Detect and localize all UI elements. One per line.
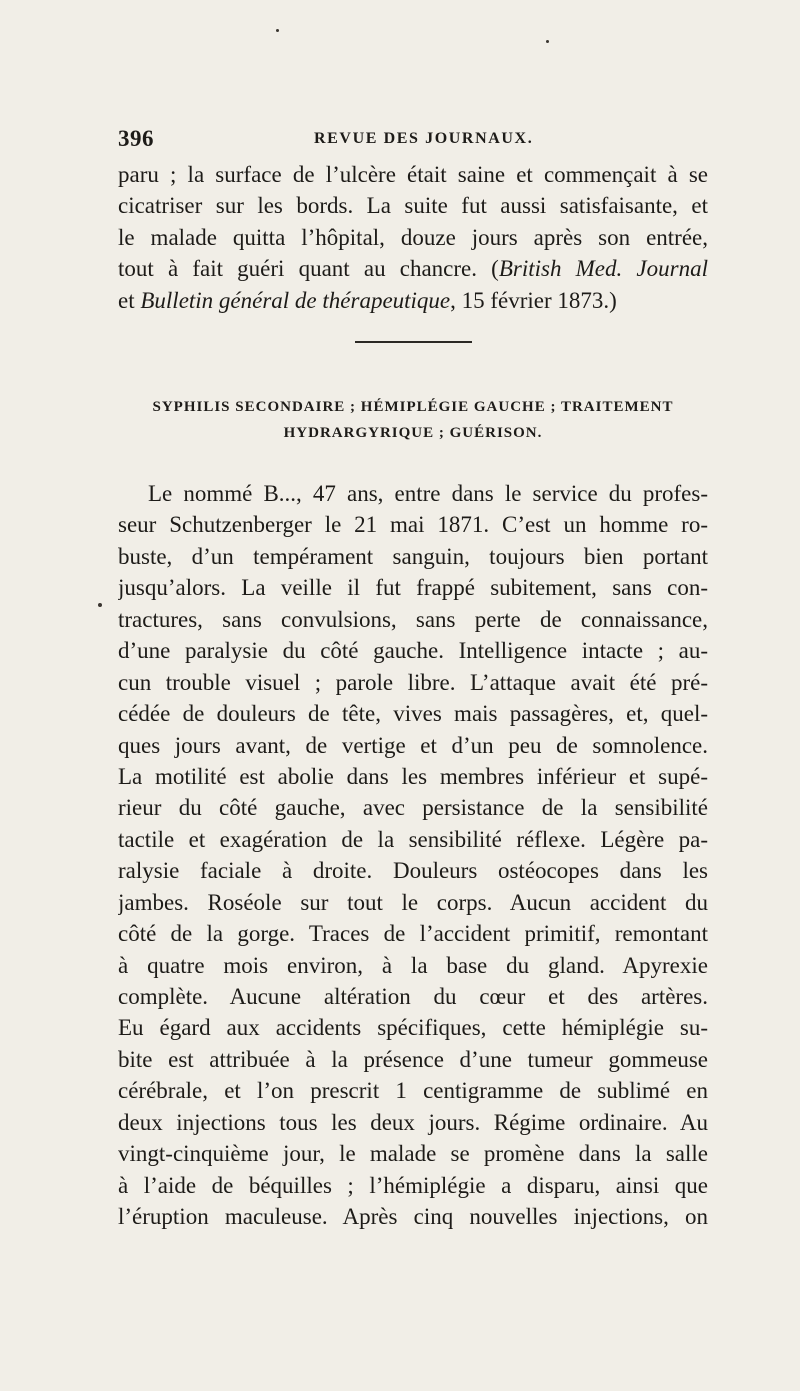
text-line: l’éruption maculeuse. Après cinq nouvelles injections, on xyxy=(118,1204,708,1230)
text-line: cicatriser sur les bords. La suite fut aussi satisfaisante, et xyxy=(118,193,708,219)
text-line xyxy=(118,253,708,284)
text-line: le malade quitta l’hôpital, douze jours après son entrée, xyxy=(118,224,708,250)
page-number: 396 xyxy=(118,126,154,151)
ink-speck xyxy=(276,29,279,32)
text-line: complète. Aucune altération du cœur et des artères. xyxy=(118,984,708,1009)
text-line: tactile et exagération de la sensibilité réflexe. Légère pa- xyxy=(118,826,708,852)
text-line: paru ; la surface de l’ulcère était saine et commençait à se xyxy=(118,162,708,187)
text-line: seur Schutzenberger le 21 mai 1871. C’est un homme ro- xyxy=(118,512,708,538)
text-line: à quatre mois environ, à la base du gland. Apyrexie xyxy=(118,952,708,978)
text-line: rieur du côté gauche, avec persistance de la sensibilité xyxy=(118,795,708,821)
article-title-line: SYPHILIS SECONDAIRE ; HÉMIPLÉGIE GAUCHE ; TRAITEMENT xyxy=(152,399,674,415)
source-citation: British Med. Journal xyxy=(498,256,708,282)
text-line: cédée de douleurs de tête, vives mais passagères, et, quel- xyxy=(118,701,708,727)
text-line: cérébrale, et l’on prescrit 1 centigramme de sublimé en xyxy=(118,1078,708,1104)
text-fragment: , 15 février 1873.) xyxy=(450,287,617,313)
article-title xyxy=(118,394,708,446)
running-head xyxy=(118,126,708,156)
text-line: La motilité est abolie dans les membres inférieur et supé- xyxy=(118,763,708,789)
text-fragment: et xyxy=(118,287,141,313)
text-fragment: tout à fait guéri quant au chancre. ( xyxy=(118,256,499,282)
text-line: Le nommé B..., 47 ans, entre dans le service du profes- xyxy=(148,481,708,506)
section-divider xyxy=(355,341,472,343)
previous-article-ending xyxy=(118,159,708,316)
text-line: ralysie faciale à droite. Douleurs ostéocopes dans les xyxy=(118,858,708,884)
text-line xyxy=(118,285,708,316)
text-line: bite est attribuée à la présence d’une tumeur gommeuse xyxy=(118,1046,708,1072)
text-line: côté de la gorge. Traces de l’accident primitif, remontant xyxy=(118,921,708,947)
text-line: vingt-cinquième jour, le malade se promène dans la salle xyxy=(118,1141,708,1167)
text-line: Eu égard aux accidents spécifiques, cette hémiplégie su- xyxy=(118,1015,708,1041)
text-line: jusqu’alors. La veille il fut frappé subitement, sans con- xyxy=(118,575,708,601)
article-title-line: HYDRARGYRIQUE ; GUÉRISON. xyxy=(283,425,543,441)
text-line: ques jours avant, de vertige et d’un peu de somnolence. xyxy=(118,732,708,758)
text-line: buste, d’un tempérament sanguin, toujours bien portant xyxy=(118,543,708,569)
ink-speck xyxy=(98,603,102,607)
text-line: deux injections tous les deux jours. Régime ordinaire. Au xyxy=(118,1109,708,1135)
text-line: à l’aide de béquilles ; l’hémiplégie a disparu, ainsi que xyxy=(118,1172,708,1198)
ink-speck xyxy=(546,40,549,43)
text-line: d’une paralysie du côté gauche. Intelligence intacte ; au- xyxy=(118,638,708,664)
source-citation: Bulletin général de thérapeutique xyxy=(140,287,451,313)
article-body xyxy=(118,478,708,1233)
text-line: jambes. Roséole sur tout le corps. Aucun accident du xyxy=(118,889,708,915)
text-line: tractures, sans convulsions, sans perte de connaissance, xyxy=(118,606,708,632)
journal-title: REVUE DES JOURNAUX. xyxy=(314,130,534,147)
text-line: cun trouble visuel ; parole libre. L’attaque avait été pré- xyxy=(118,669,708,695)
